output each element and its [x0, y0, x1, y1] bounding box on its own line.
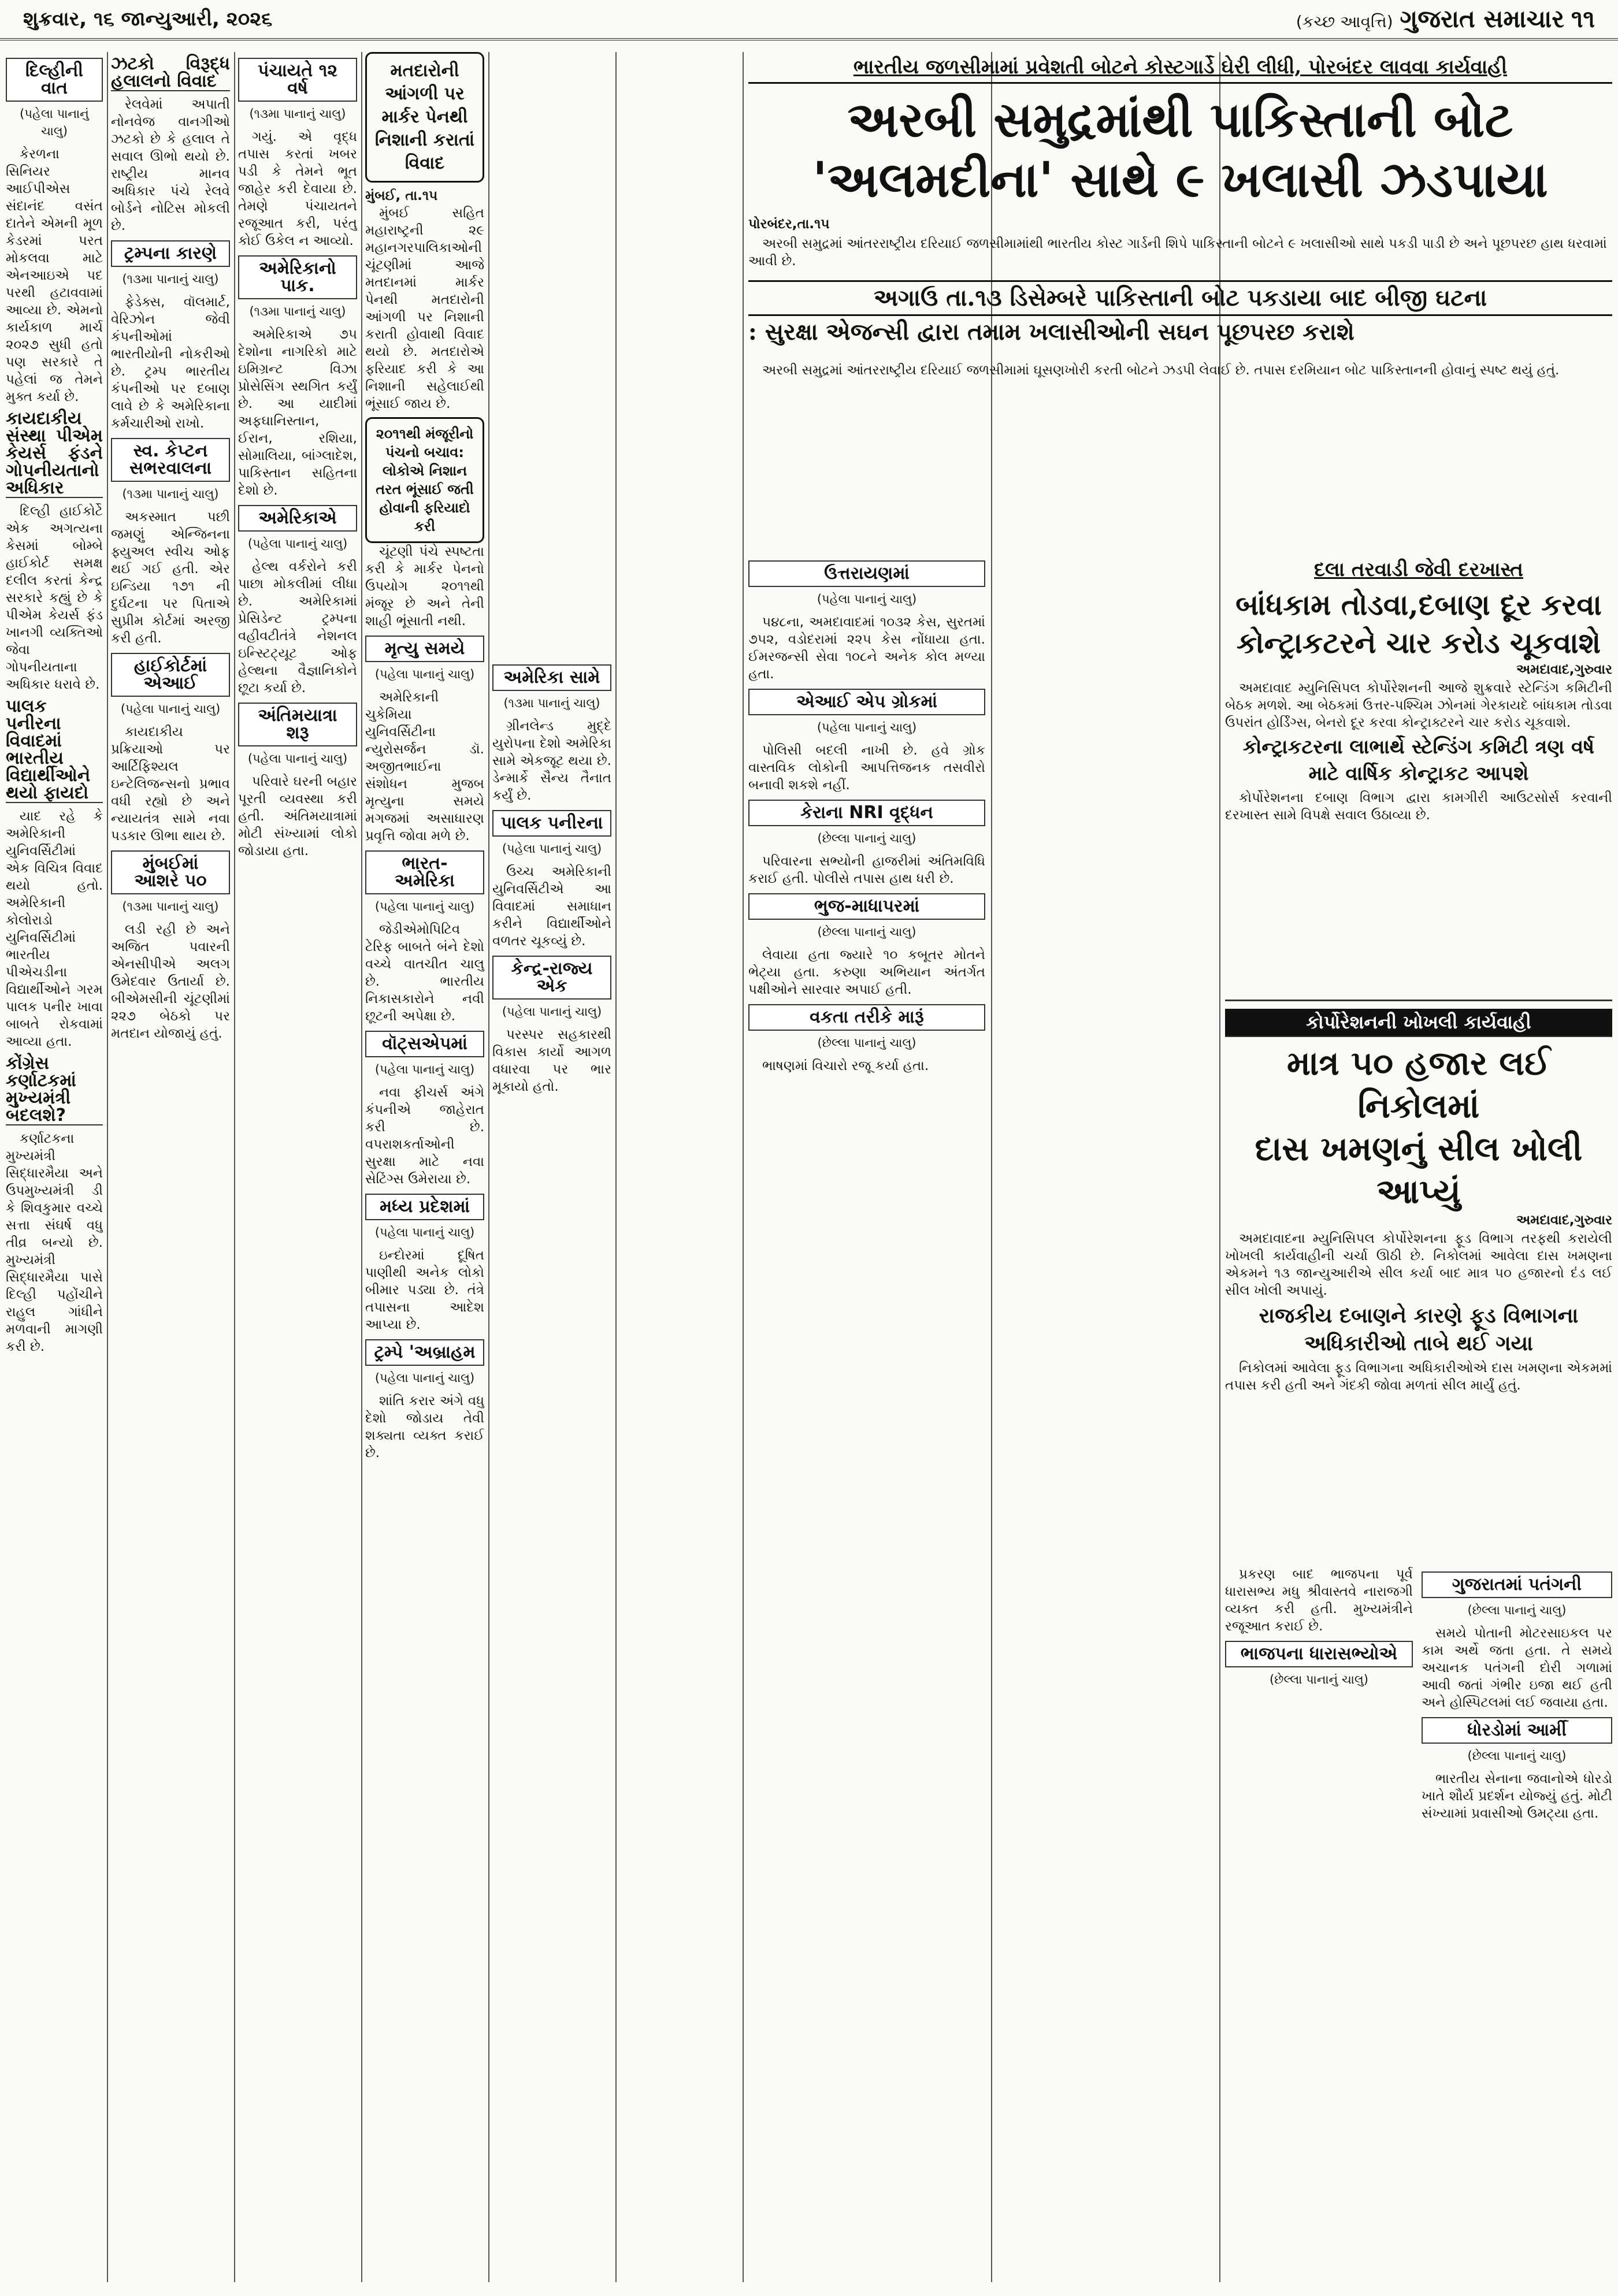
continued-label: (પહેલા પાનાનું ચાલુ)	[374, 1371, 475, 1385]
lead-headline-2: 'અલમદીના' સાથે ૯ ખલાસી ઝડપાયા	[812, 151, 1548, 208]
article-text: નવા ફીચર્સ અંગે કંપનીએ જાહેરાત કરી છે. વપરાશકર્તાઓની સુરક્ષા માટે નવા સેટિંગ્સ ઉમેરાયા છે.	[365, 1085, 484, 1187]
dateline: અમદાવાદ,ગુરુવાર	[1516, 662, 1612, 677]
article-text: પોલિસી બદલી નાખી છે. હવે ગ્રોક વાસ્તવિક લોકોની આપત્તિજનક તસવીરો બનાવી શકશે નહીં.	[748, 743, 985, 793]
article-text: પરસ્પર સહકારથી વિકાસ કાર્યો આગળ વધારવા પર ભાર મૂકાયો હતો.	[492, 1027, 611, 1094]
continued-label: (છેલ્લા પાનાનું ચાલુ)	[1467, 1603, 1567, 1617]
column-6	[748, 555, 985, 2282]
article-text: નિકોલમાં આવેલા ફૂડ વિભાગના અધિકારીઓએ દાસ ખમણના એકમમાં તપાસ કરી હતી અને ગંદકી જોવા મળતાં સીલ માર્યું હતું.	[1225, 1361, 1612, 1393]
article-text: ભાષણમાં વિચારો રજૂ કર્યા હતા.	[762, 1058, 929, 1073]
continued-label: (પહેલા પાનાનું ચાલુ)	[817, 720, 917, 734]
section-heading: ટ્રમ્પના કારણે	[111, 240, 230, 267]
article-text: અકસ્માત પછી જમણું એન્જિનના ફ્યુઅલ સ્વીચ ઓફ થઈ ગઈ હતી. એર ઇન્ડિયા ૧૭૧ ની દુર્ઘટના પર પિતાએ સુપ્રીમ કોર્ટમાં અરજી કરી હતી.	[111, 510, 230, 646]
dateline: પોરબંદર,તા.૧૫	[748, 217, 830, 232]
continued-label: (પહેલા પાનાનું ચાલુ)	[120, 702, 221, 716]
column-4	[365, 52, 484, 2282]
masthead-page-number: ૧૧	[1571, 5, 1595, 33]
section-heading: દિલ્હીની વાત	[6, 58, 103, 102]
article-text: કાયદાકીય પ્રક્રિયાઓ પર આર્ટિફિશ્યલ ઇન્ટેલિજન્સનો પ્રભાવ વધી રહ્યો છે અને ન્યાયતંત્ર સામે નવા પડકાર ઊભા થાય છે.	[111, 725, 230, 844]
continued-label: (છેલ્લા પાનાનું ચાલુ)	[817, 831, 916, 845]
continued-label: (પહેલા પાનાનું ચાલુ)	[502, 1005, 602, 1019]
story-subheadline: કોન્ટ્રાકટરના લાભાર્થે સ્ટેન્ડિંગ કમિટી ત્રણ વર્ષ માટે વાર્ષિક કોન્ટ્રાકટ આપશે	[1242, 735, 1595, 785]
section-heading: ભારત-અમેરિકા	[365, 850, 484, 894]
continued-label: (પહેલા પાનાનું ચાલુ)	[374, 667, 475, 681]
column-rule	[488, 52, 489, 2282]
article-text: પ્રકરણ બાદ ભાજપના પૂર્વ ધારાસભ્ય મધુ શ્રીવાસ્તવે નારાજગી વ્યક્ત કરી હતી. મુખ્યમંત્રીને રજૂઆત કરાઈ છે.	[1225, 1567, 1413, 1634]
section-heading: ધોરડોમાં આર્મી	[1422, 1717, 1612, 1744]
column-rule	[361, 52, 362, 2282]
article-text: લેવાયા હતા જ્યારે ૧૦ કબૂતર મોતને ભેટ્યા હતા. કરુણા અભિયાન અંતર્ગત પક્ષીઓને સારવાર અપાઈ હતી.	[748, 948, 985, 997]
lead-body	[748, 216, 1612, 272]
page-masthead	[0, 0, 1618, 40]
section-heading: કાયદાકીય સંસ્થા પીએમ કેયર્સ ફંડને ગોપનીયતાનો અધિકાર	[6, 408, 103, 498]
lead-sub-head: : સુરક્ષા એજન્સી દ્વારા તમામ ખલાસીઓની સઘન પૂછપરછ કરાશે	[748, 318, 1354, 345]
article-text: હેલ્થ વર્કરોને કરી પાછા મોકલીમાં લીધા છે. અમેરિકામાં પ્રેસિડેન્ટ ટ્રમ્પના વહીવટીતંત્રે નેશનલ ઇન્સ્ટિટ્યૂટ ઓફ હેલ્થના વૈજ્ઞાનિકોને છૂટા કર્યા છે.	[238, 559, 357, 696]
section-heading: પાલક પનીરના	[492, 810, 611, 837]
masthead-brand: ગુજરાત સમાચાર	[1400, 5, 1564, 33]
article-text: ઉચ્ચ અમેરિકાની યુનિવર્સિટીએ આ વિવાદમાં સમાધાન કરીને વિદ્યાર્થીઓને વળતર ચૂકવ્યું છે.	[492, 864, 611, 949]
story-contractor	[1225, 555, 1612, 994]
story-kicker: દલા તરવાડી જેવી દરખાસ્ત	[1314, 558, 1523, 581]
continued-label: (છેલ્લા પાનાનું ચાલુ)	[817, 1036, 916, 1050]
section-heading: અમેરિકા સામે	[492, 664, 611, 691]
article-text: અમેરિકાએ ૭૫ દેશોના નાગરિકો માટે ઇમિગ્રન્ટ વિઝા પ્રોસેસિંગ સ્થગિત કર્યું છે. આ યાદીમાં અફઘાનિસ્તાન, ઈરાન, રશિયા, સોમાલિયા, બાંગ્લાદેશ, પાકિસ્તાન સહિતના દેશો છે.	[238, 327, 357, 498]
section-heading: કેરાના NRI વૃદ્ધન	[748, 800, 985, 826]
section-heading: અમેરિકાએ	[238, 505, 357, 532]
column-rule	[615, 52, 617, 2282]
continued-label: (છેલ્લા પાનાનું ચાલુ)	[817, 925, 916, 939]
story-headline-2: દાસ ખમણનું સીલ ખોલી આપ્યું	[1255, 1129, 1583, 1211]
lead-subheadline: ૨૦૧૧થી મંજૂરીનો પંચનો બચાવ: લોકોએ નિશાન તરત ભૂંસાઈ જતી હોવાની ફરિયાદો કરી	[365, 417, 484, 543]
article-text: ફેડેક્સ, વૉલમાર્ટ, વેરિઝોન જેવી કંપનીઓમાં ભારતીયોની નોકરીઓ છે. ટ્રમ્પ ભારતીય કંપનીઓ પર દબાણ લાવે છે કે અમેરિકાના કર્મચારીઓ રાખો.	[111, 295, 230, 431]
article-text: પરિવારના સભ્યોની હાજરીમાં અંતિમવિધિ કરાઈ હતી. પોલીસે તપાસ હાથ ધરી છે.	[748, 854, 985, 886]
section-heading: કેન્દ્ર-રાજ્ય એક	[492, 956, 611, 1000]
section-heading: ઉત્તરાયણમાં	[748, 560, 985, 587]
continued-label: (પહેલા પાનાનું ચાલુ)	[817, 592, 917, 606]
continued-label: (છેલ્લા પાનાનું ચાલુ)	[1467, 1749, 1567, 1763]
continued-label: (પહેલા પાનાનું ચાલુ)	[374, 900, 475, 913]
article-text: અરબી સમુદ્રમાં આંતરરાષ્ટ્રીય દરિયાઈ જળસીમામાં ઘૂસણખોરી કરતી બોટને ઝડપી લેવાઈ છે. તપાસ દરમિયાન બોટ પાકિસ્તાનની હોવાનું સ્પષ્ટ થયું હતું.	[762, 363, 1560, 378]
section-heading: પાલક પનીરના વિવાદમાં ભારતીય વિદ્યાર્થીઓને થયો ફાયદો	[6, 698, 103, 803]
continued-label: (૧૩મા પાનાનું ચાલુ)	[503, 696, 600, 710]
column-7	[1225, 1566, 1413, 2282]
story-kicker: કોર્પોરેશનની ખોખલી કાર્યવાહી	[1225, 1009, 1612, 1037]
section-heading: ટ્રમ્પે 'અબ્રાહમ	[365, 1339, 484, 1366]
masthead-brand-group	[1296, 5, 1595, 34]
section-heading: હાઈકોર્ટમાં એઆઈ	[111, 653, 230, 697]
article-text: અમેરિકાની ચુકેમિયા યુનિવર્સિટીના ન્યુરોસર્જન ડૉ. અજીતભાઈના સંશોધન મુજબ મૃત્યુના સમયે મગજમાં અસાધારણ પ્રવૃત્તિ જોવા મળે છે.	[365, 690, 484, 844]
story-headline-1: માત્ર ૫૦ હજાર લઈ નિકોલમાં	[1287, 1043, 1550, 1125]
lead-headline: મતદારોની આંગળી પર માર્કર પેનથી નિશાની કરાતાં વિવાદ	[365, 52, 484, 183]
continued-label: (પહેલા પાનાનું ચાલુ)	[502, 842, 602, 856]
article-text: કર્ણાટકના મુખ્યમંત્રી સિદ્ધારમૈયા અને ઉપમુખ્યમંત્રી ડી કે શિવકુમાર વચ્ચે સત્તા સંઘર્ષ વધુ તીવ્ર બન્યો છે. મુખ્યમંત્રી સિદ્ધારમૈયા પાસે દિલ્હી પહોંચીને રાહુલ ગાંધીને મળવાની માગણી કરી છે.	[6, 1131, 103, 1354]
article-text: મુંબઈ સહિત મહારાષ્ટ્રની ૨૯ મહાનગરપાલિકાઓની ચૂંટણીમાં આજે મતદાનમાં માર્કર પેનથી મતદારોની આંગળી પર નિશાની કરાતી હોવાથી વિવાદ થયો છે. મતદારોએ ફરિયાદ કરી કે આ નિશાની સહેલાઈથી ભૂંસાઈ જાય છે.	[365, 206, 484, 411]
continued-label: (૧૩મા પાનાનું ચાલુ)	[122, 900, 219, 913]
section-heading: સ્વ. કેપ્ટન સભરવાલના	[111, 438, 230, 482]
article-text: જેડીએમોપિટિવ ટેરિફ બાબતે બંને દેશો વચ્ચે વાતચીત ચાલુ છે. ભારતીય નિકાસકારોને નવી છૂટની અપેક્ષા છે.	[365, 922, 484, 1024]
article-text: સમયે પોતાની મોટરસાઇકલ પર કામ અર્થે જતા હતા. તે સમયે અચાનક પતંગની દોરી ગળામાં આવી જતાં ગંભીર ઇજા થઈ હતી અને હોસ્પિટલમાં લઈ જવાયા હતા.	[1422, 1626, 1612, 1710]
section-heading-gujarat-kite: ગુજરાતમાં પતંગની	[1422, 1571, 1612, 1598]
masthead-edition: (કચ્છ આવૃત્તિ)	[1296, 12, 1393, 31]
article-text: ગ્રીનલેન્ડ મુદ્દે યુરોપના દેશો અમેરિકા સામે એકજૂટ થયા છે. ડેન્માર્કે સૈન્ય તૈનાત કર્યું છે.	[492, 719, 611, 803]
article-text: કોર્પોરેશનના દબાણ વિભાગ દ્વારા કામગીરી આઉટસોર્સ કરવાની દરખાસ્ત સામે વિપક્ષે સવાલ ઉઠાવ્યા છે.	[1225, 790, 1612, 823]
article-text: દિલ્હી હાઈકોર્ટે એક અગત્યના કેસમાં બોમ્બે હાઈકોર્ટ સમક્ષ દલીલ કરતાં કેન્દ્ર સરકારે કહ્યું છે કે પીએમ કેયર્સ ફંડ ખાનગી વ્યક્તિઓ જેવા ગોપનીયતાના અધિકાર ધરાવે છે.	[6, 504, 103, 692]
article-text: અમદાવાદના મ્યુનિસિપલ કોર્પોરેશનના ફૂડ વિભાગ તરફથી કરાયેલી ખોખલી કાર્યવાહીની ચર્ચા ઊઠી છે. નિકોલમાં આવેલા દાસ ખમણના એકમને ૧૩ જાન્યુઆરીએ સીલ કર્યા બાદ માત્ર ૫૦ હજારનો દંડ લઈ સીલ ખોલી અપાયું.	[1225, 1231, 1612, 1298]
section-heading: ભાજપના ધારાસભ્યોએ	[1225, 1641, 1413, 1667]
lead-box-spacer	[492, 52, 611, 659]
column-rule	[743, 52, 744, 2282]
section-heading: મધ્ય પ્રદેશમાં	[365, 1194, 484, 1220]
dateline: મુંબઈ, તા.૧૫	[365, 188, 438, 203]
continued-label: (૧૩મા પાનાનું ચાલુ)	[249, 107, 346, 121]
continued-label: (૧૩મા પાનાનું ચાલુ)	[122, 272, 219, 286]
story-khaman-seal	[1225, 1005, 1612, 1554]
section-heading: ઝટકો વિરૂદ્ધ હલાલનો વિવાદ	[111, 54, 230, 91]
article-text: લડી રહી છે અને અજિત પવારની એનસીપીએ અલગ ઉમેદવાર ઉતાર્યા છે. બીએમસીની ચૂંટણીમાં ૨૨૭ બેઠકો પર મતદાન યોજાયું હતું.	[111, 922, 230, 1041]
continued-label: (પહેલા પાનાનું ચાલુ)	[247, 752, 348, 766]
article-text: ભારતીય સેનાના જવાનોએ ધોરડો ખાતે શૌર્ય પ્રદર્શન યોજ્યું હતું. મોટી સંખ્યામાં પ્રવાસીઓ ઉમટ્યા હતા.	[1422, 1771, 1612, 1821]
continued-label: (પહેલા પાનાનું ચાલુ)	[247, 537, 348, 551]
continued-label: (પહેલા પાનાનું ચાલુ)	[374, 1225, 475, 1239]
lead-banner: ભારતીય જળસીમામાં પ્રવેશતી બોટને કોસ્ટગાર્ડે ઘેરી લીધી, પોરબંદર લાવવા કાર્યવાહી	[748, 52, 1612, 84]
continued-label: (પહેલા પાનાનું ચાલુ)	[20, 107, 89, 138]
story-subheadline: રાજકીય દબાણને કારણે ફૂડ વિભાગના અધિકારીઓ તાબે થઈ ગયા	[1259, 1303, 1579, 1355]
section-heading: વકતા તરીકે મારૂં	[748, 1004, 985, 1031]
column-rule	[107, 52, 108, 2282]
article-text: ગયું. એ વૃદ્ધ તપાસ કરતાં ખબર પડી કે તેમને ભૂત જાહેર કરી દેવાયા છે. તેમણે પંચાયતને રજૂઆત કરી, પરંતુ કોઈ ઉકેલ ન આવ્યો.	[238, 129, 357, 248]
section-heading: મુંબઈમાં આશરે ૫૦	[111, 850, 230, 894]
article-text: પરિવારે ઘરની બહાર પૂરતી વ્યવસ્થા કરી હતી. અંતિમયાત્રામાં મોટી સંખ્યામાં લોકો જોડાયા હતા.	[238, 774, 357, 859]
column-5	[492, 52, 611, 2282]
article-text: ચૂંટણી પંચે સ્પષ્ટતા કરી કે માર્કર પેનનો ઉપયોગ ૨૦૧૧થી મંજૂર છે અને તેની શાહી ભૂંસાતી નથી.	[365, 544, 484, 629]
section-heading: ભુજ-માધાપરમાં	[748, 893, 985, 920]
masthead-date: શુક્રવાર, ૧૬ જાન્યુઆરી, ૨૦૨૬	[23, 8, 273, 31]
section-heading: એઆઈ એપ ગ્રોકમાં	[748, 689, 985, 715]
lead-sub-banner: અગાઉ તા.૧૩ ડિસેમ્બરે પાકિસ્તાની બોટ પકડાયા બાદ બીજી ઘટના	[748, 280, 1612, 316]
article-text: ૫૪૮ના, અમદાવાદમાં ૧૦૩૨ કેસ, સુરતમાં ૭૫૨, વડોદરામાં ૨૨૫ કેસ નોંધાયા હતા. ઈમરજન્સી સેવા ૧૦૮ને અનેક કોલ મળ્યા હતા.	[748, 615, 985, 682]
continued-label: (૧૩મા પાનાનું ચાલુ)	[122, 487, 219, 501]
column-1	[6, 52, 103, 2282]
article-text: યાદ રહે કે અમેરિકાની યુનિવર્સિટીમાં એક વિચિત્ર વિવાદ થયો હતો. અમેરિકાની કોલોરાડો યુનિવર્સિટીમાં ભારતીય પીએચડીના વિદ્યાર્થીઓને ગરમ પાલક પનીર ખાવા બાબતે રોકવામાં આવ્યા હતા.	[6, 809, 103, 1049]
article-text: રેલવેમાં અપાતી નોનવેજ વાનગીઓ ઝટકો છે કે હલાલ તે સવાલ ઊભો થયો છે. રાષ્ટ્રીય માનવ અધિકાર પંચે રેલવે બોર્ડને નોટિસ મોકલી છે.	[111, 97, 230, 233]
article-text: ઇન્દોરમાં દૂષિત પાણીથી અનેક લોકો બીમાર પડ્યા છે. તંત્રે તપાસના આદેશ આપ્યા છે.	[365, 1248, 484, 1332]
section-heading: વૉટ્સએપમાં	[365, 1031, 484, 1057]
section-heading: કોંગ્રેસ કર્ણાટકમાં મુખ્યમંત્રી બદલશે?	[6, 1055, 103, 1125]
story-headline-2: કોન્ટ્રાકટરને ચાર કરોડ ચૂકવાશે	[1236, 626, 1601, 660]
section-divider	[1225, 1000, 1612, 1001]
lead-headline-1: અરબી સમુદ્રમાંથી પાકિસ્તાની બોટ	[847, 91, 1513, 148]
continued-label: (૧૩મા પાનાનું ચાલુ)	[249, 304, 346, 318]
section-heading: મૃત્યુ સમયે	[365, 636, 484, 662]
column-8	[1422, 1566, 1612, 2282]
story-headline-1: બાંધકામ તોડવા,દબાણ દૂર કરવા	[1235, 588, 1602, 622]
continued-label: (છેલ્લા પાનાનું ચાલુ)	[1270, 1673, 1368, 1686]
section-heading: પંચાયતે ૧૨ વર્ષ	[238, 58, 357, 102]
article-text: અરબી સમુદ્રમાં આંતરરાષ્ટ્રીય દરિયાઈ જળસીમામાંથી ભારતીય કોસ્ટ ગાર્ડની શિપે પાકિસ્તાની બોટને ૯ ખલાસીઓ સાથે પકડી પાડી છે અને પૂછપરછ હાથ ધરવામાં આવી છે.	[748, 236, 1607, 269]
column-3	[238, 52, 357, 2282]
dateline: અમદાવાદ,ગુરુવાર	[1516, 1213, 1612, 1228]
section-heading: અંતિમયાત્રા શરૂ	[238, 703, 357, 746]
column-2	[111, 52, 230, 2282]
lead-body-col	[748, 216, 1612, 272]
article-text: અમદાવાદ મ્યુનિસિપલ કોર્પોરેશનની આજે શુક્રવારે સ્ટેન્ડિંગ કમિટીની બેઠક મળશે. આ બેઠકમાં ઉત્તર-પશ્ચિમ ઝોનમાં ગેરકાયદે બાંધકામ તોડવા ઉપરાંત હોર્ડિંગ્સ, બેનરો દૂર કરવા કોન્ટ્રાક્ટરને ચાર કરોડ ચૂકવાશે.	[1225, 681, 1612, 730]
column-rule	[234, 52, 235, 2282]
article-text: શાંતિ કરાર અંગે વધુ દેશો જોડાય તેવી શક્યતા વ્યક્ત કરાઈ છે.	[365, 1394, 484, 1461]
section-heading: અમેરિકાનો પાક.	[238, 255, 357, 299]
article-text: કેરળના સિનિયર આઈપીએસ સંદાનંદ વસંત દાતેને એમની મૂળ કેડરમાં પરત મોકલવા માટે એનઆઇએ પદ પરથી હટાવવામાં આવ્યા છે. એમનો કાર્યકાળ માર્ચ ૨૦૨૭ સુધી હતો પણ સરકારે તે પહેલાં જ તેમને મુક્ત કર્યા છે.	[6, 147, 103, 404]
continued-label: (પહેલા પાનાનું ચાલુ)	[374, 1062, 475, 1076]
lead-story	[748, 52, 1612, 543]
